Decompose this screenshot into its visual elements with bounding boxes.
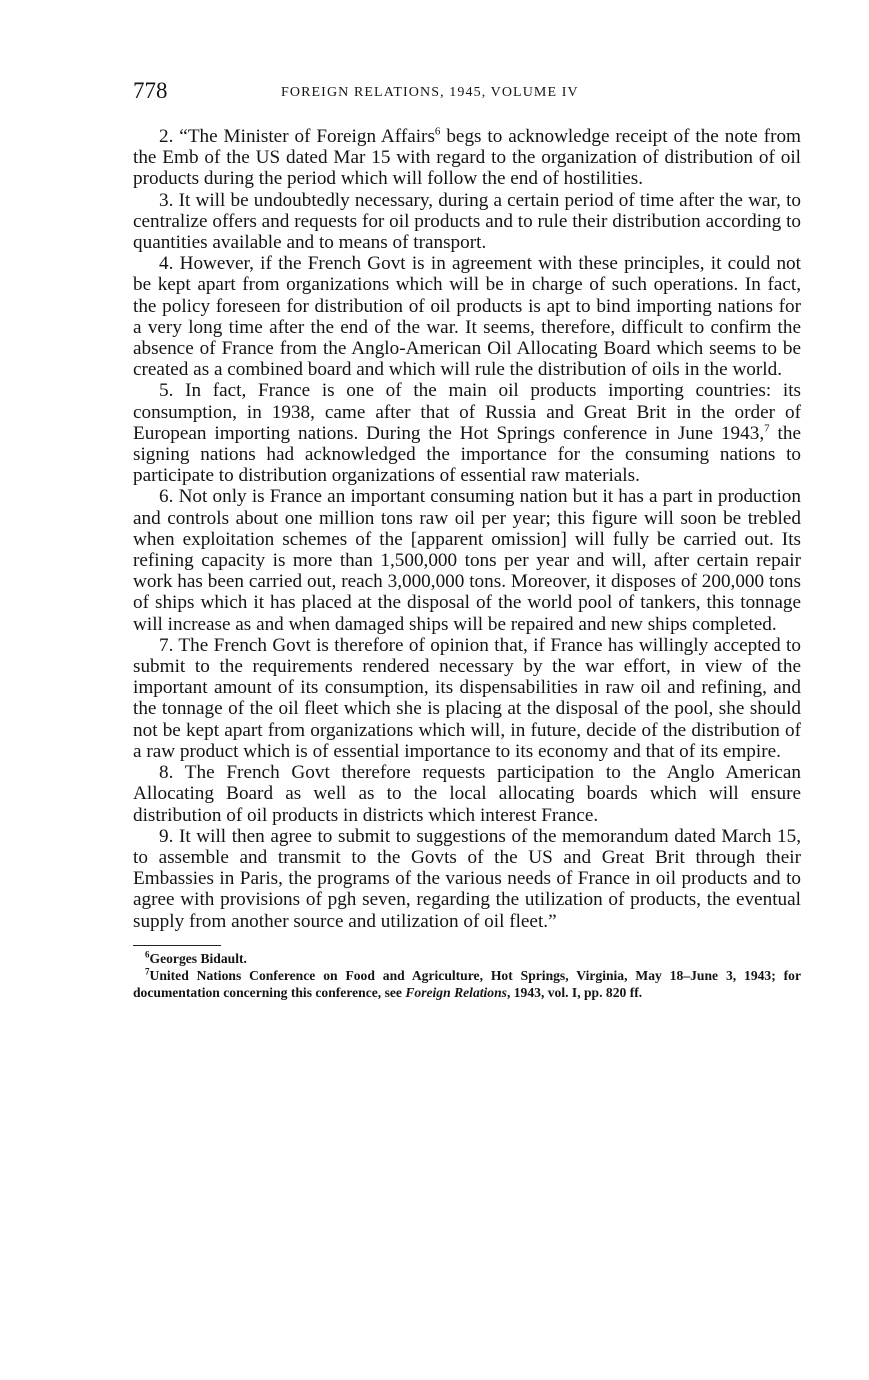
- paragraph-7: 7. The French Govt is therefore of opinion that, if France has willingly accepted to submit to the requirements rendered necessary by the war effort, in view of the important amount of its consumption, its dispensabilities in raw oil and refining, and the tonnage of the oil fleet which she is placing at the disposal of the pool, she should not be kept apart from organizations which will, in future, decide of the distribution of a raw product which is of essential importance to its economy and that of its empire.: [133, 634, 801, 762]
- footnote-text: Georges Bidault.: [149, 950, 247, 966]
- paragraph-3: 3. It will be undoubtedly necessary, during a certain period of time after the war, to centralize offers and requests for oil products and to rule their distribution according to quantities available and to means of transport.: [133, 189, 801, 254]
- footnote-reference: 7: [764, 422, 770, 435]
- footnote-mark: 6: [145, 949, 150, 960]
- footnote-text: , 1943, vol. I, pp. 820 ff.: [506, 984, 643, 1000]
- paragraph-text: begs to acknowledge receipt of the note from the Emb of the US dated Mar 15 with regard to the organization of distribution of oil products during the period which will follow the end of hostilities.: [133, 126, 801, 190]
- paragraph-text: 5. In fact, France is one of the main oil products importing countries: its consumption, in 1938, came after that of Russia and Great Brit in the order of European importing nations. During the Hot Springs conference in June 1943,: [133, 380, 801, 444]
- paragraph-text: the signing nations had acknowledged the importance for the consuming nations to participate to distribution organizations of essential raw materials.: [133, 422, 801, 487]
- paragraph-2: [133, 126, 801, 190]
- body-text: [133, 126, 801, 932]
- page-header: [133, 78, 801, 112]
- paragraph-text: 2. “The Minister of Foreign Affairs: [159, 126, 435, 147]
- page-number: 778: [133, 78, 168, 103]
- footnote-divider: [133, 945, 221, 946]
- paragraph-6: 6. Not only is France an important consuming nation but it has a part in production and controls about one million tons raw oil per year; this figure will soon be trebled when exploitation schemes of the [apparent omission] will fully be carried out. Its refining capacity is more than 1,500,000 tons per year and will, after certain repair work has been carried out, reach 3,000,000 tons. Moreover, it disposes of 200,000 tons of ships which it has placed at the disposal of the world pool of tankers, this tonnage will increase as and when damaged ships will be repaired and new ships completed.: [133, 486, 801, 635]
- footnote-reference: 6: [434, 125, 441, 138]
- document-page: [133, 78, 801, 1001]
- paragraph-4: 4. However, if the French Govt is in agreement with these principles, it could not be kept apart from organizations which will be in charge of such operations. In fact, the policy foreseen for distribution of oil products is apt to bind importing nations for a very long time after the end of the war. It seems, therefore, difficult to confirm the absence of France from the Anglo-American Oil Allocating Board which seems to be created as a combined board and which will rule the distribution of oils in the world.: [133, 253, 801, 381]
- running-title: FOREIGN RELATIONS, 1945, VOLUME IV: [281, 85, 579, 100]
- footnotes: [133, 950, 801, 1001]
- paragraph-9: 9. It will then agree to submit to suggestions of the memorandum dated March 15, to assemble and transmit to the Govts of the US and Great Brit through their Embassies in Paris, the programs of the various needs of France in oil products and to agree with provisions of pgh seven, regarding the utilization of products, the eventual supply from another source and utilization of oil fleet.”: [133, 825, 801, 932]
- footnote-7: [133, 967, 801, 1001]
- paragraph-5: [133, 380, 801, 486]
- footnote-mark: 7: [145, 966, 150, 977]
- footnote-6: [133, 950, 801, 967]
- footnote-text: United Nations Conference on Food and Agriculture, Hot Springs, Virginia, May 18–June 3, 1943; for documentation concerning this conference, see: [133, 967, 801, 1000]
- citation-title: Foreign Relations: [405, 984, 507, 1000]
- paragraph-8: 8. The French Govt therefore requests participation to the Anglo American Allocating Board as well as to the local allocating boards which will ensure distribution of oil products in districts which interest France.: [133, 762, 801, 826]
